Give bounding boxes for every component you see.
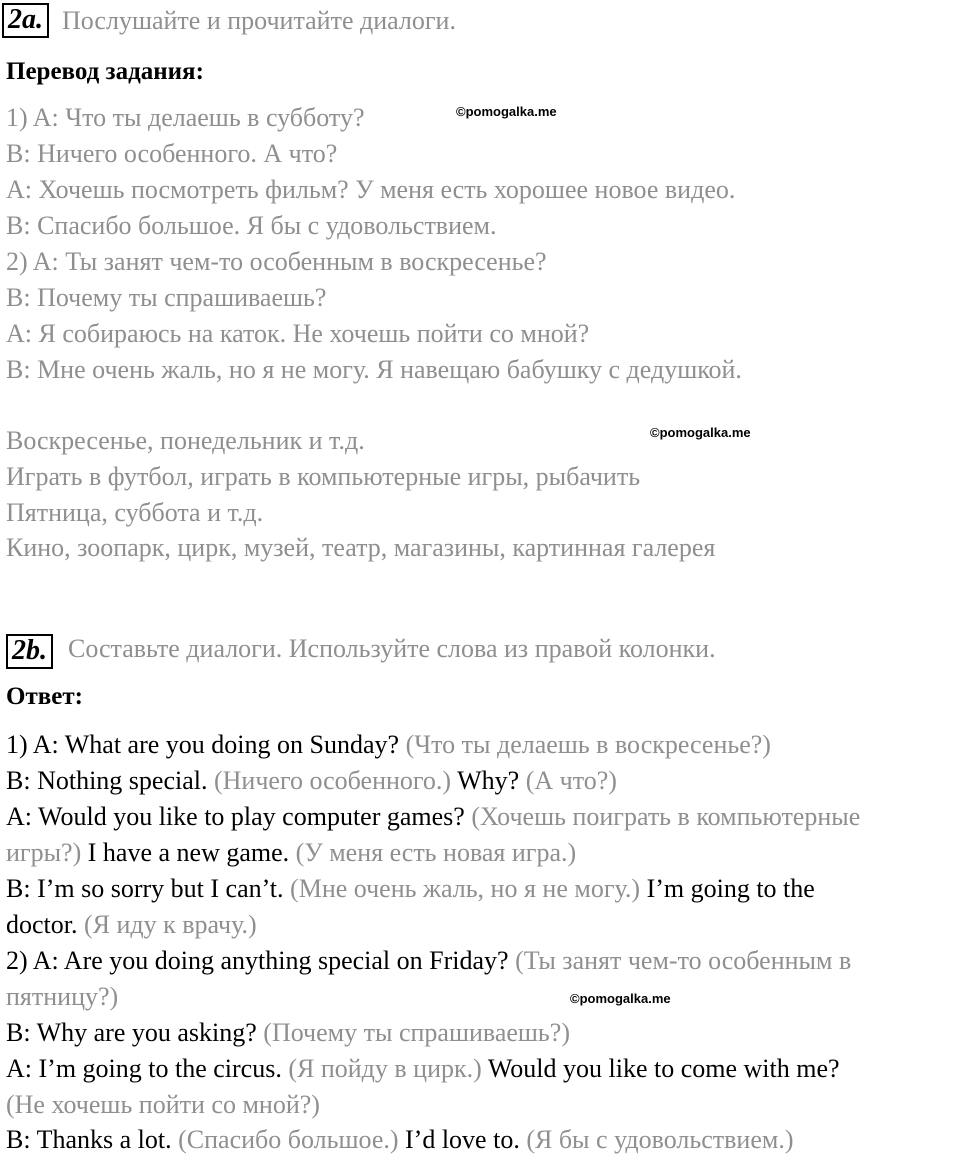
- answer-line: [6, 910, 257, 940]
- line-segment: (Я пойду в цирк.): [288, 1054, 488, 1083]
- line-segment: (Ты занят чем-то особенным в: [515, 946, 852, 975]
- answer-line: [6, 982, 118, 1012]
- answer-line: [6, 874, 815, 904]
- watermark: ©pomogalka.me: [570, 991, 671, 1006]
- word-list-item: Пятница, суббота и т.д.: [6, 498, 264, 527]
- dialogue-line: B: Спасибо большое. Я бы с удовольствием.: [6, 211, 497, 240]
- word-list-item: Воскресенье, понедельник и т.д.: [6, 426, 365, 455]
- line-segment: (Спасибо большое.): [178, 1125, 406, 1154]
- line-segment: (Хочешь поиграть в компьютерные: [471, 802, 861, 831]
- line-segment: (Я иду к врачу.): [84, 910, 257, 939]
- line-segment: A: I’m going to the circus.: [6, 1054, 289, 1083]
- line-segment: (Не хочешь пойти со мной?): [6, 1090, 320, 1119]
- line-segment: B: I’m so sorry but I can’t.: [6, 874, 291, 903]
- line-segment: I’m going to the: [646, 874, 815, 903]
- answer-line: [6, 1018, 570, 1048]
- answer-line: [6, 802, 860, 832]
- word-list-item: Играть в футбол, играть в компьютерные игры, рыбачить: [6, 462, 641, 491]
- dialogue-line: B: Мне очень жаль, но я не могу. Я навещаю бабушку с дедушкой.: [6, 355, 742, 384]
- line-segment: B: Thanks a lot.: [6, 1125, 179, 1154]
- line-segment: B: Nothing special.: [6, 766, 214, 795]
- line-segment: Why?: [457, 766, 526, 795]
- line-segment: B: Why are you asking?: [6, 1018, 264, 1047]
- watermark: ©pomogalka.me: [456, 104, 557, 119]
- answer-line: [6, 766, 617, 796]
- line-segment: (Ничего особенного.): [213, 766, 458, 795]
- dialogue-line: A: Хочешь посмотреть фильм? У меня есть хорошее новое видео.: [6, 175, 736, 204]
- task-instruction-2b: Составьте диалоги. Используйте слова из правой колонки.: [68, 634, 716, 663]
- watermark: ©pomogalka.me: [650, 425, 751, 440]
- line-segment: (Почему ты спрашиваешь?): [263, 1018, 570, 1047]
- line-segment: (Что ты делаешь в воскресенье?): [405, 730, 771, 759]
- line-segment: doctor.: [6, 910, 84, 939]
- answer-line: [6, 1054, 840, 1084]
- dialogue-line: A: Я собираюсь на каток. Не хочешь пойти со мной?: [6, 319, 590, 348]
- line-segment: (Я бы с удовольствием.): [526, 1125, 794, 1154]
- answer-line: [6, 730, 771, 760]
- line-segment: Would you like to come with me?: [487, 1054, 840, 1083]
- line-segment: I have a new game.: [87, 838, 296, 867]
- line-segment: A: Would you like to play computer games?: [6, 802, 472, 831]
- translation-heading: Перевод задания:: [6, 58, 204, 85]
- dialogue-line: B: Почему ты спрашиваешь?: [6, 283, 327, 312]
- answer-line: [6, 838, 576, 868]
- line-segment: пятницу?): [6, 982, 119, 1011]
- answer-line: [6, 1125, 794, 1155]
- line-segment: (У меня есть новая игра.): [295, 838, 577, 867]
- line-segment: 1) A: What are you doing on Sunday?: [6, 730, 406, 759]
- word-list-item: Кино, зоопарк, цирк, музей, театр, магазины, картинная галерея: [6, 533, 716, 562]
- line-segment: (А что?): [525, 766, 617, 795]
- line-segment: 2) A: Are you doing anything special on Friday?: [6, 946, 516, 975]
- line-segment: I’d love to.: [405, 1125, 527, 1154]
- answer-line: [6, 946, 851, 976]
- line-segment: (Мне очень жаль, но я не могу.): [290, 874, 647, 903]
- line-segment: игры?): [6, 838, 88, 867]
- task-number-2a: 2a.: [2, 3, 49, 38]
- task-instruction-2a: Послушайте и прочитайте диалоги.: [62, 6, 456, 35]
- task-number-2b: 2b.: [6, 634, 53, 669]
- dialogue-line: B: Ничего особенного. А что?: [6, 139, 338, 168]
- dialogue-line: 1) A: Что ты делаешь в субботу?: [6, 103, 365, 132]
- answer-heading: Ответ:: [6, 683, 83, 710]
- answer-line: [6, 1090, 320, 1120]
- dialogue-line: 2) A: Ты занят чем-то особенным в воскресенье?: [6, 247, 547, 276]
